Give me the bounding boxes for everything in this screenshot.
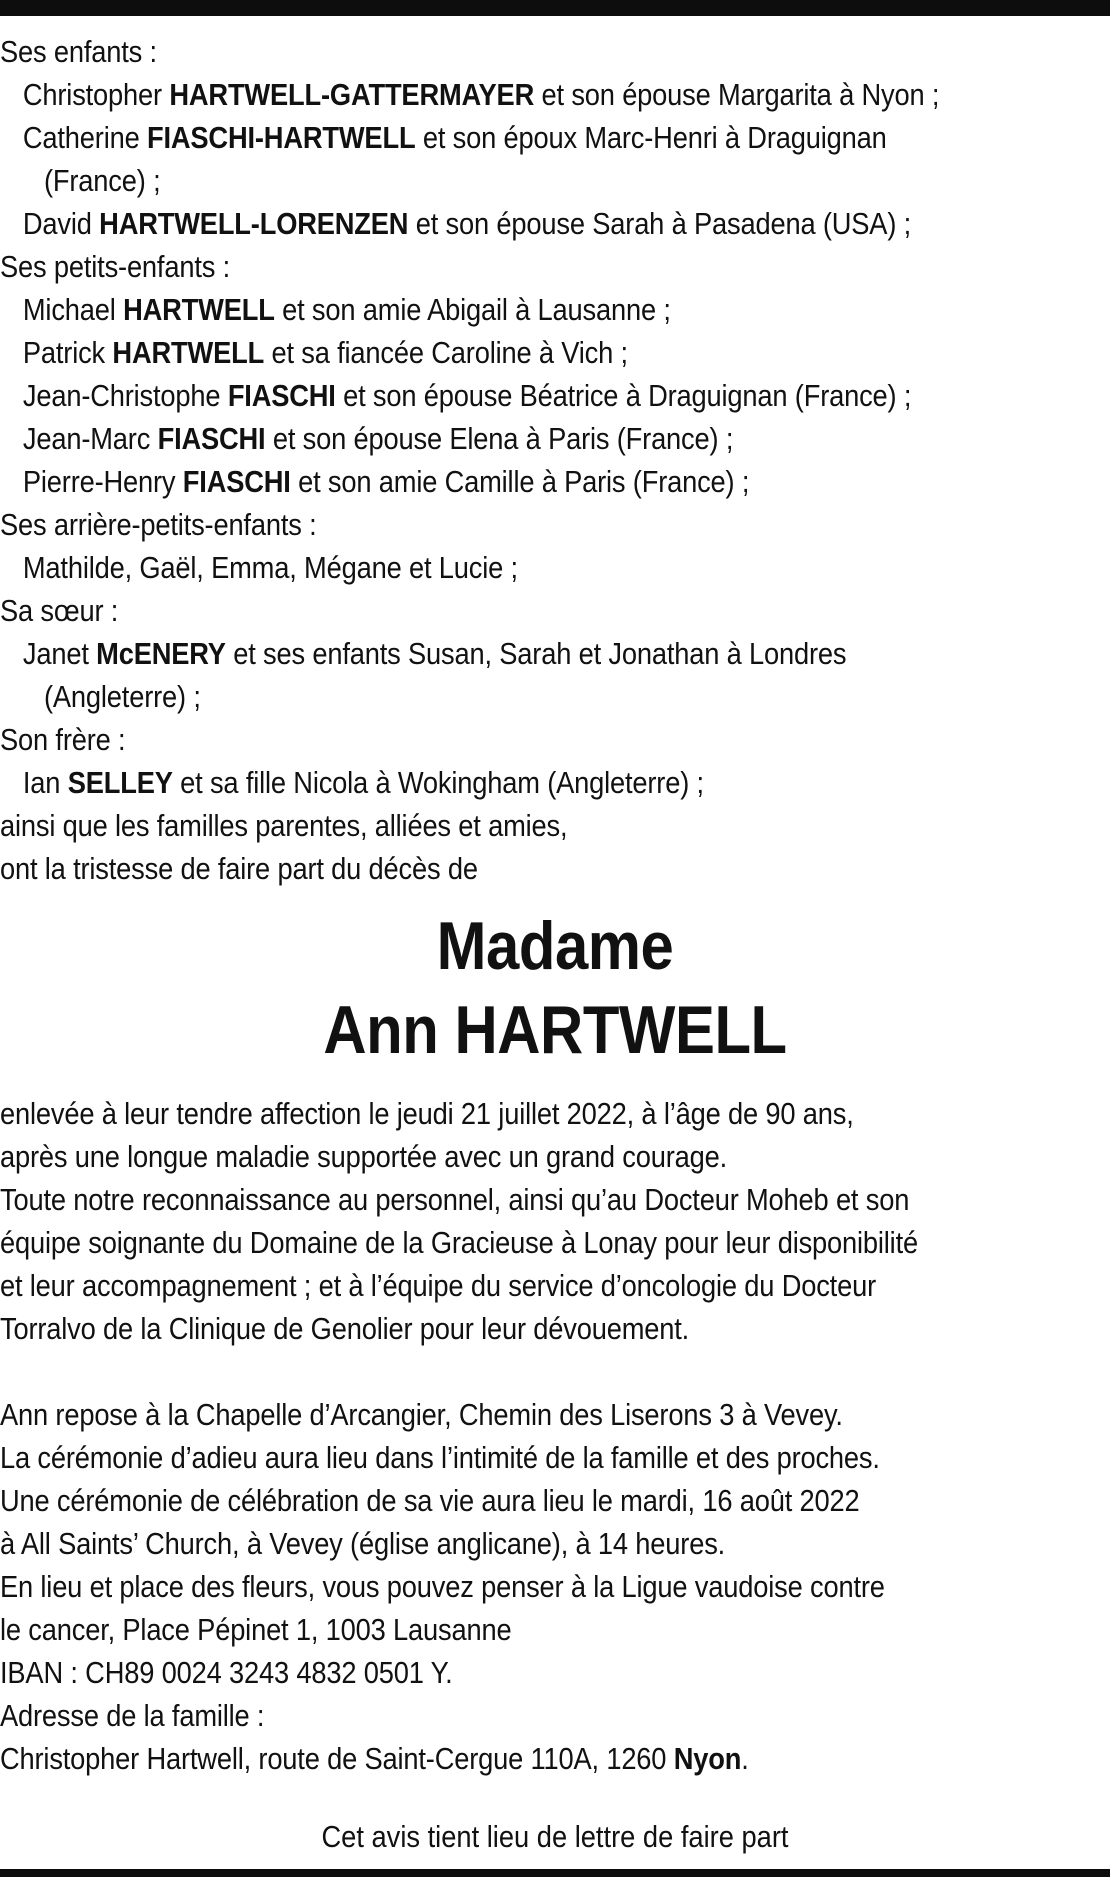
child-entry: Christopher HARTWELL-GATTERMAYER et son épouse Margarita à Nyon ; (22, 77, 940, 112)
details-line: le cancer, Place Pépinet 1, 1003 Lausanne (0, 1612, 512, 1647)
details-line: La cérémonie d’adieu aura lieu dans l’intimité de la famille et des proches. (0, 1440, 880, 1475)
notice-text (0, 30, 1110, 1780)
details-line: Une cérémonie de célébration de sa vie aura lieu le mardi, 16 août 2022 (0, 1483, 860, 1518)
iban-line: IBAN : CH89 0024 3243 4832 0501 Y. (0, 1655, 453, 1690)
great-grandchildren-heading: Ses arrière-petits-enfants : (0, 507, 317, 542)
details-line: Ann repose à la Chapelle d’Arcangier, Chemin des Liserons 3 à Vevey. (0, 1397, 843, 1432)
deceased-name: Ann HARTWELL (323, 992, 787, 1068)
child-entry-continued: (France) ; (44, 163, 161, 198)
great-grandchildren-names: Mathilde, Gaël, Emma, Mégane et Lucie ; (22, 550, 518, 585)
details-line: à All Saints’ Church, à Vevey (église anglicane), à 14 heures. (0, 1526, 726, 1561)
child-entry: David HARTWELL-LORENZEN et son épouse Sarah à Pasadena (USA) ; (22, 206, 912, 241)
deceased-title: Madame (436, 908, 674, 984)
brother-heading: Son frère : (0, 722, 126, 757)
grandchild-entry: Jean-Marc FIASCHI et son épouse Elena à Paris (France) ; (22, 421, 734, 456)
body-line: équipe soignante du Domaine de la Gracieuse à Lonay pour leur disponibilité (0, 1225, 918, 1260)
grandchild-entry: Jean-Christophe FIASCHI et son épouse Béatrice à Draguignan (France) ; (22, 378, 912, 413)
sister-entry: Janet McENERY et ses enfants Susan, Sarah et Jonathan à Londres (22, 636, 847, 671)
child-entry: Catherine FIASCHI-HARTWELL et son époux Marc-Henri à Draguignan (22, 120, 887, 155)
grandchild-entry: Patrick HARTWELL et sa fiancée Caroline à Vich ; (22, 335, 628, 370)
paragraph-spacer (0, 1350, 1110, 1393)
details-line: En lieu et place des fleurs, vous pouvez penser à la Ligue vaudoise contre (0, 1569, 885, 1604)
grandchildren-heading: Ses petits-enfants : (0, 249, 231, 284)
children-heading: Ses enfants : (0, 34, 157, 69)
intro-line: ont la tristesse de faire part du décès de (0, 851, 478, 886)
top-rule (0, 0, 1110, 16)
sister-heading: Sa sœur : (0, 593, 119, 628)
family-address: Christopher Hartwell, route de Saint-Cergue 110A, 1260 Nyon. (0, 1741, 749, 1776)
body-line: et leur accompagnement ; et à l’équipe du service d’oncologie du Docteur (0, 1268, 876, 1303)
family-address-heading: Adresse de la famille : (0, 1698, 265, 1733)
intro-line: ainsi que les familles parentes, alliées et amies, (0, 808, 568, 843)
body-line: Torralvo de la Clinique de Genolier pour leur dévouement. (0, 1311, 690, 1346)
grandchild-entry: Michael HARTWELL et son amie Abigail à Lausanne ; (22, 292, 671, 327)
deceased-name-block (0, 904, 1110, 1092)
grandchild-entry: Pierre-Henry FIASCHI et son amie Camille à Paris (France) ; (22, 464, 750, 499)
closing-note: Cet avis tient lieu de lettre de faire part (321, 1819, 789, 1854)
sister-entry-continued: (Angleterre) ; (44, 679, 201, 714)
bottom-rule (0, 1869, 1110, 1877)
body-line: enlevée à leur tendre affection le jeudi 21 juillet 2022, à l’âge de 90 ans, (0, 1096, 854, 1131)
body-line: Toute notre reconnaissance au personnel, ainsi qu’au Docteur Moheb et son (0, 1182, 910, 1217)
body-line: après une longue maladie supportée avec un grand courage. (0, 1139, 728, 1174)
brother-entry: Ian SELLEY et sa fille Nicola à Wokingham (Angleterre) ; (22, 765, 704, 800)
